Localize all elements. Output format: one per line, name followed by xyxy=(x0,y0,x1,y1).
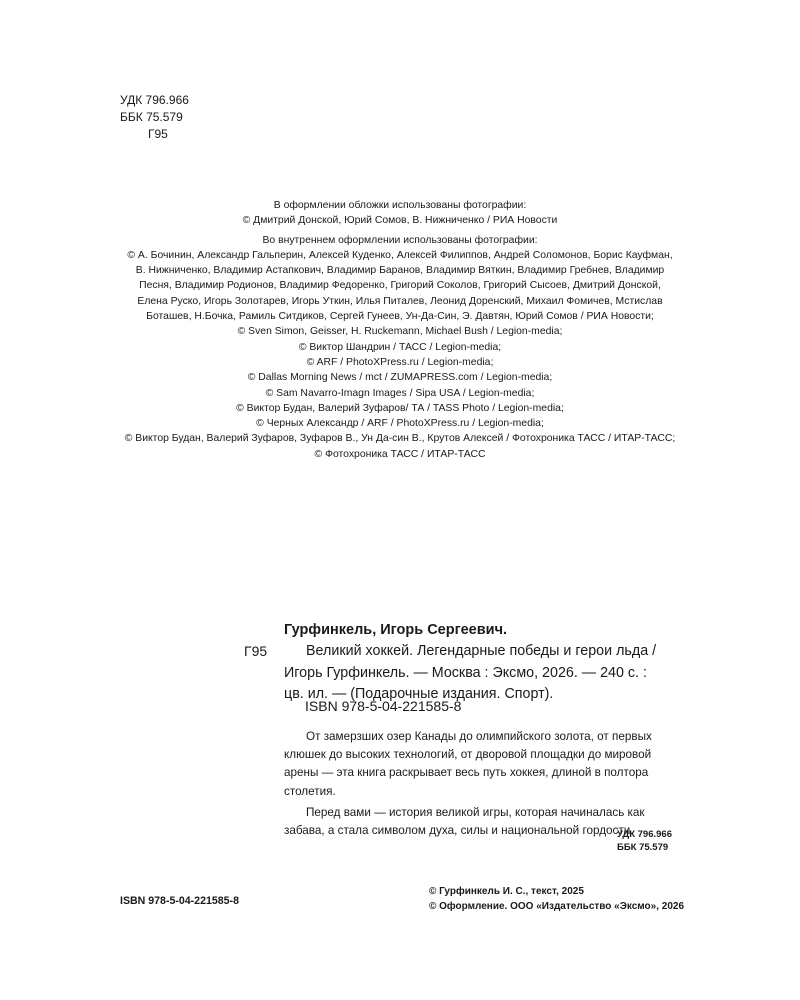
annotation-line: арены — эта книга раскрывает весь путь хоккея, длиной в полтора xyxy=(284,766,649,780)
copyright-design: © Оформление. ООО «Издательство «Эксмо», 2026 xyxy=(429,901,685,912)
udk-code: УДК 796.966 xyxy=(120,93,189,107)
cover-photos-line: © Дмитрий Донской, Юрий Сомов, В. Нижниченко / РИА Новости xyxy=(242,215,558,227)
author-sign-code: Г95 xyxy=(244,643,268,659)
inner-photos-line: В. Нижниченко, Владимир Астапкович, Владимир Баранов, Владимир Вяткин, Владимир Гребнев, Владимир xyxy=(135,265,665,277)
description-line: Игорь Гурфинкель. — Москва : Эксмо, 2026. — 240 с. : xyxy=(284,664,647,681)
author-sign: Г95 xyxy=(148,127,168,141)
annotation-line: клюшек до высоких технологий, от дворовой площадки до мировой xyxy=(284,748,652,762)
cover-photos-heading: В оформлении обложки использованы фотографии: xyxy=(273,200,527,211)
inner-photos-line: © Виктор Будан, Валерий Зуфаров/ ТА / TASS Photo / Legion-media; xyxy=(236,402,564,414)
description-line: цв. ил. — (Подарочные издания. Спорт). xyxy=(284,686,554,702)
inner-photos-line: © Sam Navarro-Imagn Images / Sipa USA / Legion-media; xyxy=(265,387,535,399)
inner-photos-line: © А. Бочинин, Александр Гальперин, Алексей Куденко, Алексей Филиппов, Андрей Соломонов, Борис Кауфман, xyxy=(127,249,673,261)
inner-photos-line: Боташев, Н.Бочка, Рамиль Ситдиков, Сергей Гунеев, Ун-Да-Син, Э. Давтян, Юрий Сомов / РИА Новости; xyxy=(146,311,654,323)
top-classification xyxy=(120,92,189,143)
annotation-line: От замерзших озер Канады до олимпийского золота, от первых xyxy=(306,730,652,743)
annotation-line: столетия. xyxy=(284,784,336,798)
author-heading: Гурфинкель, Игорь Сергеевич. xyxy=(284,622,508,638)
inner-photos-line: © ARF / PhotoXPress.ru / Legion-media; xyxy=(306,356,494,368)
annotation-line: Перед вами — история великой игры, которая начиналась как xyxy=(306,805,645,819)
photo-credits xyxy=(110,198,690,462)
copyright-block xyxy=(429,884,684,914)
annotation-line: забава, а стала символом духа, силы и национальной гордости. xyxy=(284,824,634,838)
udk-code-small: УДК 796.966 xyxy=(617,829,672,840)
description-line: Великий хоккей. Легендарные победы и герои льда / xyxy=(306,643,657,659)
isbn-bottom: ISBN 978-5-04-221585-8 xyxy=(120,895,239,907)
bottom-classification xyxy=(617,828,672,854)
inner-photos-line: © Виктор Будан, Валерий Зуфаров, Зуфаров В., Ун Да-син В., Крутов Алексей / Фотохроника ТАСС / ИТАР-ТАСС; xyxy=(124,433,676,445)
inner-photos-line: © Виктор Шандрин / ТАСС / Legion-media; xyxy=(298,341,502,353)
annotation xyxy=(284,728,694,840)
inner-photos-line: Елена Руско, Игорь Золотарев, Игорь Уткин, Илья Питалев, Леонид Доренский, Михаил Фомичев, Мстислав xyxy=(137,295,663,307)
bbk-code-small: ББК 75.579 xyxy=(617,842,669,853)
copyright-text: © Гурфинкель И. С., текст, 2025 xyxy=(429,886,584,897)
bibliographic-description xyxy=(284,641,694,706)
bbk-code: ББК 75.579 xyxy=(120,110,183,124)
inner-photos-line: © Sven Simon, Geisser, H. Ruckemann, Michael Bush / Legion-media; xyxy=(237,326,563,338)
inner-photos-line: © Черных Александр / ARF / PhotoXPress.ru / Legion-media; xyxy=(256,418,544,430)
inner-photos-heading: Во внутреннем оформлении использованы фотографии: xyxy=(262,234,538,246)
inner-photos-line: © Dallas Morning News / mct / ZUMAPRESS.com / Legion-media; xyxy=(247,372,553,384)
inner-photos-line: Песня, Владимир Родионов, Владимир Федоренко, Григорий Соколов, Григорий Сысоев, Дмитрий Донской, xyxy=(139,280,661,292)
inner-photos-line: © Фотохроника ТАСС / ИТАР-ТАСС xyxy=(314,448,486,460)
isbn-main: ISBN 978-5-04-221585-8 xyxy=(305,698,462,714)
